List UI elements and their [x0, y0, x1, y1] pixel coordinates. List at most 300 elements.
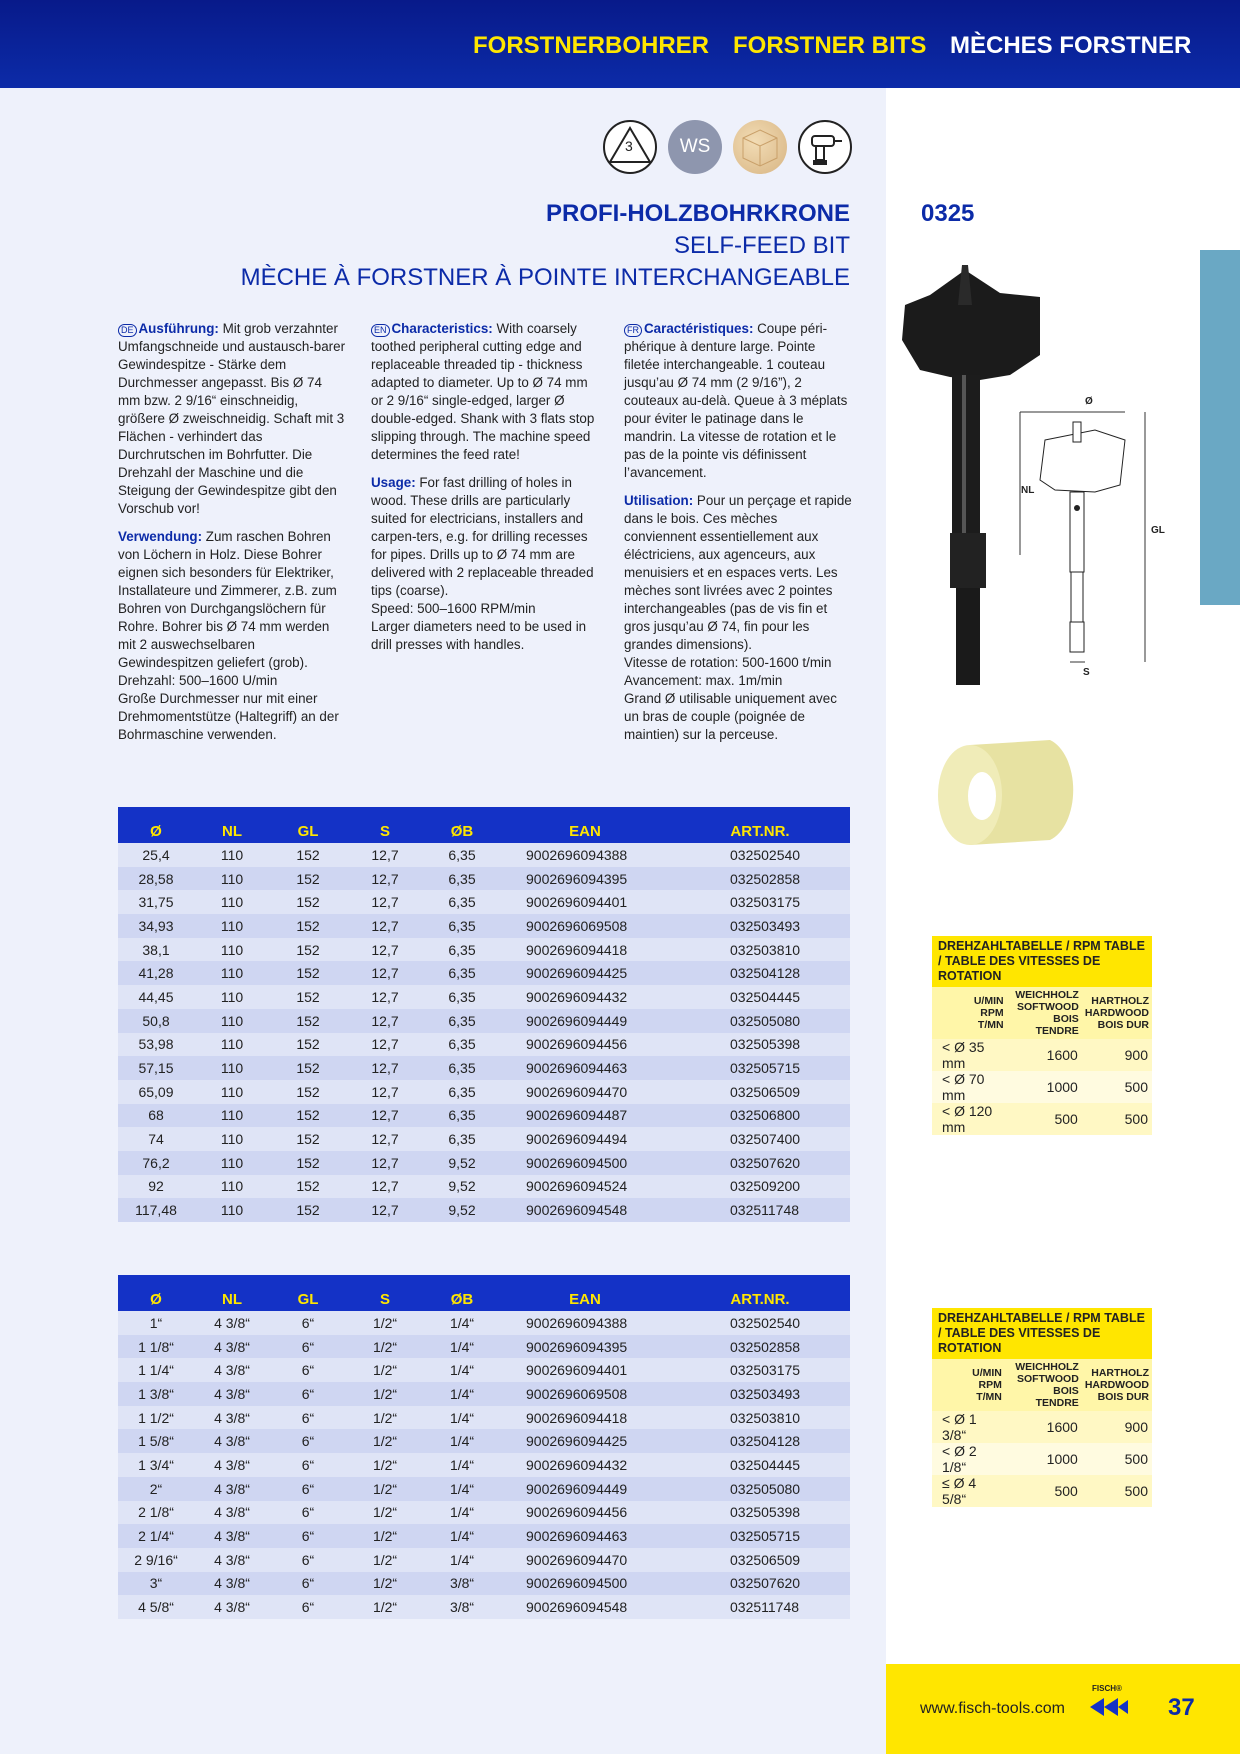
- table-cell: 1/2“: [346, 1406, 424, 1430]
- table-cell: 12,7: [346, 961, 424, 985]
- table-cell: 6“: [270, 1572, 346, 1596]
- table-cell: 44,45: [118, 985, 194, 1009]
- rpm-cell: < Ø 35 mm: [932, 1039, 1007, 1071]
- table-cell: 1/4“: [424, 1429, 500, 1453]
- table-cell: 4 3/8“: [194, 1524, 270, 1548]
- rpm-table-title: DREHZAHLTABELLE / RPM TABLE / TABLE DES VITESSES DE ROTATION: [932, 936, 1152, 987]
- website-link[interactable]: www.fisch-tools.com: [920, 1700, 1065, 1717]
- table-cell: 032503493: [670, 914, 850, 938]
- col-header: Ø: [118, 1275, 194, 1311]
- table-cell: 1/2“: [346, 1358, 424, 1382]
- table-cell: 6“: [270, 1406, 346, 1430]
- table-cell: 4 3/8“: [194, 1382, 270, 1406]
- table-cell: 032507400: [670, 1127, 850, 1151]
- rpm-cell: 1600: [1007, 1039, 1082, 1071]
- table-cell: 31,75: [118, 890, 194, 914]
- dim-label-nl: NL: [1021, 485, 1035, 496]
- table-row: [118, 1382, 850, 1406]
- table-cell: 1/4“: [424, 1382, 500, 1406]
- table-cell: 110: [194, 1080, 270, 1104]
- rpm-col-hardwood: HARTHOLZ HARDWOOD BOIS DUR: [1082, 987, 1152, 1039]
- table-cell: 1/2“: [346, 1382, 424, 1406]
- table-cell: 6,35: [424, 1033, 500, 1057]
- rpm-cell: 500: [1082, 1443, 1152, 1475]
- table-cell: 6“: [270, 1595, 346, 1619]
- table-cell: 9002696094388: [500, 1311, 670, 1335]
- rpm-cell: 1000: [1007, 1071, 1082, 1103]
- table-cell: 57,15: [118, 1056, 194, 1080]
- rpm-cell: < Ø 1 3/8“: [932, 1411, 1005, 1443]
- technical-drawing: [1015, 396, 1175, 690]
- table-cell: 4 3/8“: [194, 1406, 270, 1430]
- desc-en-heading-1: Characteristics:: [391, 321, 493, 336]
- table-cell: 032505398: [670, 1501, 850, 1525]
- table-cell: 12,7: [346, 985, 424, 1009]
- table-cell: 9002696094548: [500, 1595, 670, 1619]
- table-cell: 032503810: [670, 938, 850, 962]
- table-row: [118, 1127, 850, 1151]
- col-header: NL: [194, 807, 270, 843]
- table-cell: 6“: [270, 1382, 346, 1406]
- table-row: [118, 1104, 850, 1128]
- col-header: S: [346, 807, 424, 843]
- table-cell: 032504445: [670, 985, 850, 1009]
- table-cell: 152: [270, 843, 346, 867]
- table-header-row: [118, 807, 850, 843]
- table-cell: 110: [194, 961, 270, 985]
- table-cell: 6,35: [424, 961, 500, 985]
- table-cell: 12,7: [346, 1151, 424, 1175]
- dim-label-s: S: [1083, 667, 1090, 678]
- table-cell: 032502540: [670, 1311, 850, 1335]
- table-cell: 110: [194, 1009, 270, 1033]
- table-row: [118, 1056, 850, 1080]
- table-cell: 12,7: [346, 914, 424, 938]
- table-row: [118, 867, 850, 891]
- table-cell: 6“: [270, 1477, 346, 1501]
- table-cell: 6,35: [424, 914, 500, 938]
- table-cell: 3/8“: [424, 1572, 500, 1596]
- badge-number: 3: [625, 138, 633, 154]
- table-cell: 032511748: [670, 1198, 850, 1222]
- table-cell: 9002696094449: [500, 1009, 670, 1033]
- table-cell: 110: [194, 1033, 270, 1057]
- table-cell: 110: [194, 985, 270, 1009]
- table-cell: 9002696094401: [500, 890, 670, 914]
- table-cell: 032505080: [670, 1009, 850, 1033]
- table-cell: 1“: [118, 1311, 194, 1335]
- table-cell: 152: [270, 985, 346, 1009]
- table-cell: 6“: [270, 1501, 346, 1525]
- table-cell: 9002696094470: [500, 1080, 670, 1104]
- table-cell: 110: [194, 1151, 270, 1175]
- table-cell: 9002696094463: [500, 1524, 670, 1548]
- table-cell: 28,58: [118, 867, 194, 891]
- rpm-col-softwood: WEICHHOLZ SOFTWOOD BOIS TENDRE: [1007, 987, 1082, 1039]
- rpm-row: [932, 1103, 1152, 1135]
- product-title-de: PROFI-HOLZBOHRKRONE: [546, 200, 850, 227]
- inch-size-table: [118, 1275, 850, 1619]
- table-cell: 1 1/2“: [118, 1406, 194, 1430]
- table-cell: 12,7: [346, 890, 424, 914]
- table-cell: 9002696069508: [500, 914, 670, 938]
- page-footer: [886, 1664, 1240, 1754]
- table-cell: 6,35: [424, 1104, 500, 1128]
- table-cell: 110: [194, 890, 270, 914]
- table-cell: 1/4“: [424, 1406, 500, 1430]
- desc-en-heading-2: Usage:: [371, 475, 416, 490]
- table-cell: 152: [270, 938, 346, 962]
- rpm-table-inch: [932, 1308, 1152, 1507]
- desc-fr-heading-2: Utilisation:: [624, 493, 694, 508]
- table-cell: 1 1/8“: [118, 1335, 194, 1359]
- table-cell: 6“: [270, 1429, 346, 1453]
- table-cell: 032504128: [670, 1429, 850, 1453]
- table-cell: 6“: [270, 1524, 346, 1548]
- table-cell: 12,7: [346, 1175, 424, 1199]
- table-cell: 76,2: [118, 1151, 194, 1175]
- table-cell: 9002696094470: [500, 1548, 670, 1572]
- table-cell: 032503175: [670, 1358, 850, 1382]
- table-cell: 152: [270, 1127, 346, 1151]
- table-cell: 110: [194, 867, 270, 891]
- rpm-cell: < Ø 120 mm: [932, 1103, 1007, 1135]
- table-cell: 152: [270, 961, 346, 985]
- table-cell: 110: [194, 1127, 270, 1151]
- desc-en-text-2: For fast drilling of holes in wood. These drills are particularly suited for electricians, installers and carpen-ters, e.g. for drilling recesses for pipes. Drills up to Ø 74 mm are delivered with 2 replaceable threaded tips (coarse).: [371, 475, 594, 598]
- table-cell: 6,35: [424, 867, 500, 891]
- col-header: ØB: [424, 1275, 500, 1311]
- table-cell: 3“: [118, 1572, 194, 1596]
- desc-fr-speed: Vitesse de rotation: 500-1600 t/min: [624, 655, 832, 670]
- desc-de-note: Große Durchmesser nur mit einer Drehmomentstütze (Haltegriff) an der Bohrmaschine verwenden.: [118, 691, 339, 742]
- table-cell: 152: [270, 1033, 346, 1057]
- rpm-cell: 500: [1007, 1103, 1082, 1135]
- metric-size-table: [118, 807, 850, 1222]
- brand-name: FISCH®: [1092, 1684, 1122, 1693]
- rpm-cell: 1000: [1005, 1443, 1082, 1475]
- table-cell: 1/4“: [424, 1477, 500, 1501]
- table-cell: 9002696094548: [500, 1198, 670, 1222]
- table-cell: 6,35: [424, 1009, 500, 1033]
- table-cell: 12,7: [346, 1080, 424, 1104]
- table-header-row: [118, 1275, 850, 1311]
- table-cell: 152: [270, 867, 346, 891]
- table-cell: 032502858: [670, 867, 850, 891]
- table-cell: 9002696094494: [500, 1127, 670, 1151]
- desc-fr-text-1: Coupe péri-phérique à denture large. Pointe filetée interchangeable. 1 couteau jusqu’au Ø 74 mm (2 9/16”), 2 couteaux au-delà. Queue à 3 méplats pour éviter le patinage dans le mandrin. La vitesse de rotation et le pas de la pointe vis définissent l’avancement.: [624, 321, 848, 480]
- rpm-cell: 900: [1082, 1411, 1152, 1443]
- table-cell: 74: [118, 1127, 194, 1151]
- table-cell: 1/2“: [346, 1311, 424, 1335]
- fisch-logo-icon: [1090, 1696, 1130, 1718]
- table-cell: 9002696094432: [500, 1453, 670, 1477]
- product-title-fr: MÈCHE À FORSTNER À POINTE INTERCHANGEABLE: [240, 264, 850, 291]
- rpm-cell: 900: [1082, 1039, 1152, 1071]
- product-titles: [241, 200, 850, 292]
- table-cell: 9002696094425: [500, 1429, 670, 1453]
- table-cell: 1/2“: [346, 1429, 424, 1453]
- table-cell: 12,7: [346, 1127, 424, 1151]
- rpm-col-speed: U/MIN RPM T/MN: [932, 987, 1007, 1039]
- table-cell: 9002696094418: [500, 938, 670, 962]
- table-cell: 1/4“: [424, 1524, 500, 1548]
- table-row: [118, 1335, 850, 1359]
- table-row: [118, 890, 850, 914]
- table-cell: 110: [194, 1175, 270, 1199]
- col-header: S: [346, 1275, 424, 1311]
- table-cell: 12,7: [346, 1104, 424, 1128]
- description-en: [371, 320, 599, 664]
- table-cell: 152: [270, 1056, 346, 1080]
- table-cell: 6,35: [424, 890, 500, 914]
- table-cell: 6“: [270, 1358, 346, 1382]
- table-cell: 152: [270, 890, 346, 914]
- table-cell: 032504445: [670, 1453, 850, 1477]
- section-tab: [1200, 250, 1240, 605]
- col-header: EAN: [500, 1275, 670, 1311]
- lang-badge-fr: FR: [624, 324, 642, 337]
- wood-sample-image: [930, 730, 1110, 850]
- table-cell: 1/2“: [346, 1524, 424, 1548]
- table-cell: 032511748: [670, 1595, 850, 1619]
- table-cell: 4 3/8“: [194, 1501, 270, 1525]
- table-cell: 12,7: [346, 1033, 424, 1057]
- table-cell: 032506509: [670, 1080, 850, 1104]
- table-cell: 6“: [270, 1548, 346, 1572]
- rpm-row: [932, 1411, 1152, 1443]
- table-row: [118, 1406, 850, 1430]
- table-cell: 9002696094401: [500, 1358, 670, 1382]
- col-header: ART.NR.: [670, 807, 850, 843]
- table-cell: 110: [194, 914, 270, 938]
- table-cell: 6“: [270, 1335, 346, 1359]
- table-cell: 9002696094449: [500, 1477, 670, 1501]
- wood-cube-icon: [733, 120, 787, 174]
- table-cell: 1/2“: [346, 1595, 424, 1619]
- table-cell: 2“: [118, 1477, 194, 1501]
- table-cell: 12,7: [346, 843, 424, 867]
- table-cell: 50,8: [118, 1009, 194, 1033]
- rpm-col-softwood: WEICHHOLZ SOFTWOOD BOIS TENDRE: [1005, 1359, 1082, 1411]
- table-row: [118, 1198, 850, 1222]
- table-cell: 032507620: [670, 1572, 850, 1596]
- table-cell: 9002696094463: [500, 1056, 670, 1080]
- header-title-fr: MÈCHES FORSTNER: [950, 32, 1192, 59]
- table-cell: 9002696094500: [500, 1572, 670, 1596]
- page-number: 37: [1168, 1694, 1195, 1721]
- rpm-table-title: DREHZAHLTABELLE / RPM TABLE / TABLE DES VITESSES DE ROTATION: [932, 1308, 1152, 1359]
- table-cell: 032503810: [670, 1406, 850, 1430]
- table-cell: 12,7: [346, 938, 424, 962]
- table-cell: 110: [194, 1104, 270, 1128]
- rpm-cell: 500: [1005, 1475, 1082, 1507]
- table-cell: 9002696094425: [500, 961, 670, 985]
- table-cell: 4 3/8“: [194, 1595, 270, 1619]
- table-cell: 9002696094432: [500, 985, 670, 1009]
- dim-label-gl: GL: [1151, 525, 1165, 536]
- table-row: [118, 1175, 850, 1199]
- table-cell: 9,52: [424, 1151, 500, 1175]
- table-cell: 4 3/8“: [194, 1358, 270, 1382]
- table-cell: 152: [270, 1104, 346, 1128]
- header-title-de: FORSTNERBOHRER: [473, 32, 710, 59]
- table-cell: 110: [194, 1198, 270, 1222]
- rpm-col-speed: U/MIN RPM T/MN: [932, 1359, 1005, 1411]
- table-cell: 41,28: [118, 961, 194, 985]
- lang-badge-de: DE: [118, 324, 137, 337]
- table-row: [118, 1572, 850, 1596]
- table-cell: 6,35: [424, 843, 500, 867]
- rpm-cell: 500: [1082, 1103, 1152, 1135]
- table-cell: 4 3/8“: [194, 1453, 270, 1477]
- table-cell: 1/2“: [346, 1548, 424, 1572]
- desc-en-text-1: With coarsely toothed peripheral cutting edge and replaceable threaded tip - thickness adapted to diameter. Up to Ø 74 mm or 2 9/16“ single-edged, larger Ø double-edged. Shank with 3 flats stop slipping through. The machine speed determines the feed rate!: [371, 321, 595, 462]
- table-row: [118, 1080, 850, 1104]
- table-cell: 92: [118, 1175, 194, 1199]
- table-cell: 4 3/8“: [194, 1311, 270, 1335]
- triangle-3-icon: [603, 120, 657, 174]
- table-cell: 2 1/4“: [118, 1524, 194, 1548]
- table-cell: 110: [194, 843, 270, 867]
- table-cell: 9002696094524: [500, 1175, 670, 1199]
- rpm-cell: 500: [1082, 1475, 1152, 1507]
- table-cell: 2 9/16“: [118, 1548, 194, 1572]
- table-cell: 1 1/4“: [118, 1358, 194, 1382]
- table-cell: 032509200: [670, 1175, 850, 1199]
- table-cell: 25,4: [118, 843, 194, 867]
- ws-icon: WS: [668, 120, 722, 174]
- table-cell: 9002696094487: [500, 1104, 670, 1128]
- table-row: [118, 1358, 850, 1382]
- table-cell: 9002696069508: [500, 1382, 670, 1406]
- table-cell: 9002696094388: [500, 843, 670, 867]
- table-row: [118, 1524, 850, 1548]
- table-cell: 1 5/8“: [118, 1429, 194, 1453]
- table-cell: 4 3/8“: [194, 1477, 270, 1501]
- rpm-cell: ≤ Ø 4 5/8“: [932, 1475, 1005, 1507]
- table-cell: 4 3/8“: [194, 1429, 270, 1453]
- table-cell: 032502858: [670, 1335, 850, 1359]
- table-cell: 1/2“: [346, 1335, 424, 1359]
- table-cell: 1/4“: [424, 1548, 500, 1572]
- table-cell: 4 3/8“: [194, 1548, 270, 1572]
- rpm-cell: < Ø 70 mm: [932, 1071, 1007, 1103]
- rpm-cell: 1600: [1005, 1411, 1082, 1443]
- table-cell: 4 5/8“: [118, 1595, 194, 1619]
- rpm-table-metric: [932, 936, 1152, 1135]
- table-cell: 9,52: [424, 1198, 500, 1222]
- desc-de-text-1: Mit grob verzahnter Umfangschneide und austausch-barer Gewindespitze - Stärke dem Durchmesser angepasst. Bis Ø 74 mm bzw. 2 9/16“ einschneidig, größere Ø zweischneidig. Schaft mit 3 Flächen - verhindert das Durchrutschen im Bohrfutter. Die Drehzahl der Maschine und die Steigung der Gewindespitze gibt den Vorschub vor!: [118, 321, 346, 516]
- desc-en-speed: Speed: 500–1600 RPM/min: [371, 601, 536, 616]
- table-cell: 032503493: [670, 1382, 850, 1406]
- table-row: [118, 938, 850, 962]
- table-row: [118, 985, 850, 1009]
- table-cell: 1 3/8“: [118, 1382, 194, 1406]
- table-cell: 9,52: [424, 1175, 500, 1199]
- page-header: [0, 0, 1240, 88]
- table-row: [118, 1501, 850, 1525]
- description-fr: [624, 320, 852, 754]
- table-cell: 9002696094418: [500, 1406, 670, 1430]
- table-cell: 1 3/4“: [118, 1453, 194, 1477]
- table-row: [118, 843, 850, 867]
- desc-de-heading-1: Ausführung:: [138, 321, 219, 336]
- table-cell: 032507620: [670, 1151, 850, 1175]
- desc-de-text-2: Zum raschen Bohren von Löchern in Holz. Diese Bohrer eignen sich besonders für Elektriker, Installateure und Zimmerer, z.B. zum Bohren von Durchgangslöchern für Rohre. Bohrer bis Ø 74 mm werden mit 2 auswechselbaren Gewindespitzen geliefert (grob).: [118, 529, 337, 670]
- table-row: [118, 1477, 850, 1501]
- rpm-cell: 500: [1082, 1071, 1152, 1103]
- table-cell: 6“: [270, 1311, 346, 1335]
- desc-de-speed: Drehzahl: 500–1600 U/min: [118, 673, 278, 688]
- table-cell: 6,35: [424, 1080, 500, 1104]
- table-row: [118, 1429, 850, 1453]
- table-cell: 9002696094500: [500, 1151, 670, 1175]
- description-de: [118, 320, 346, 754]
- table-cell: 152: [270, 1009, 346, 1033]
- table-row: [118, 1151, 850, 1175]
- table-cell: 6,35: [424, 985, 500, 1009]
- table-cell: 1/2“: [346, 1477, 424, 1501]
- desc-fr-note: Grand Ø utilisable uniquement avec un bras de couple (poignée de maintien) sur la perceuse.: [624, 691, 837, 742]
- table-cell: 032503175: [670, 890, 850, 914]
- table-cell: 032505080: [670, 1477, 850, 1501]
- rpm-row: [932, 1039, 1152, 1071]
- col-header: ØB: [424, 807, 500, 843]
- rpm-cell: < Ø 2 1/8“: [932, 1443, 1005, 1475]
- table-cell: 9002696094456: [500, 1501, 670, 1525]
- table-cell: 152: [270, 1080, 346, 1104]
- table-row: [118, 1548, 850, 1572]
- dim-label-d: Ø: [1085, 396, 1093, 407]
- table-cell: 110: [194, 1056, 270, 1080]
- table-cell: 032502540: [670, 843, 850, 867]
- desc-fr-heading-1: Caractéristiques:: [644, 321, 754, 336]
- table-cell: 117,48: [118, 1198, 194, 1222]
- table-cell: 53,98: [118, 1033, 194, 1057]
- table-cell: 032505398: [670, 1033, 850, 1057]
- table-cell: 032505715: [670, 1056, 850, 1080]
- lang-badge-en: EN: [371, 324, 390, 337]
- table-row: [118, 1311, 850, 1335]
- table-cell: 1/2“: [346, 1501, 424, 1525]
- table-row: [118, 961, 850, 985]
- table-cell: 12,7: [346, 867, 424, 891]
- table-cell: 9002696094395: [500, 1335, 670, 1359]
- table-cell: 152: [270, 1198, 346, 1222]
- product-title-en: SELF-FEED BIT: [673, 232, 850, 259]
- table-row: [118, 1009, 850, 1033]
- table-cell: 6,35: [424, 1056, 500, 1080]
- desc-fr-text-2: Pour un perçage et rapide dans le bois. Ces mèches conviennent essentiellement aux éléctriciens, aux agenceurs, aux menuisiers et en espaces verts. Les mèches sont livrées avec 2 pointes interchangeables (pas de vis fin et gros jusqu’au Ø 74, fin pour les grandes dimensions).: [624, 493, 852, 652]
- rpm-row: [932, 1071, 1152, 1103]
- col-header: EAN: [500, 807, 670, 843]
- table-cell: 152: [270, 1151, 346, 1175]
- table-cell: 1/2“: [346, 1453, 424, 1477]
- col-header: ART.NR.: [670, 1275, 850, 1311]
- table-cell: 65,09: [118, 1080, 194, 1104]
- drill-icon: [798, 120, 852, 174]
- table-cell: 152: [270, 914, 346, 938]
- article-number: 0325: [921, 200, 975, 227]
- rpm-col-hardwood: HARTHOLZ HARDWOOD BOIS DUR: [1082, 1359, 1152, 1411]
- col-header: NL: [194, 1275, 270, 1311]
- table-cell: 032505715: [670, 1524, 850, 1548]
- table-cell: 4 3/8“: [194, 1572, 270, 1596]
- table-cell: 1/2“: [346, 1572, 424, 1596]
- table-row: [118, 1595, 850, 1619]
- table-cell: 6,35: [424, 938, 500, 962]
